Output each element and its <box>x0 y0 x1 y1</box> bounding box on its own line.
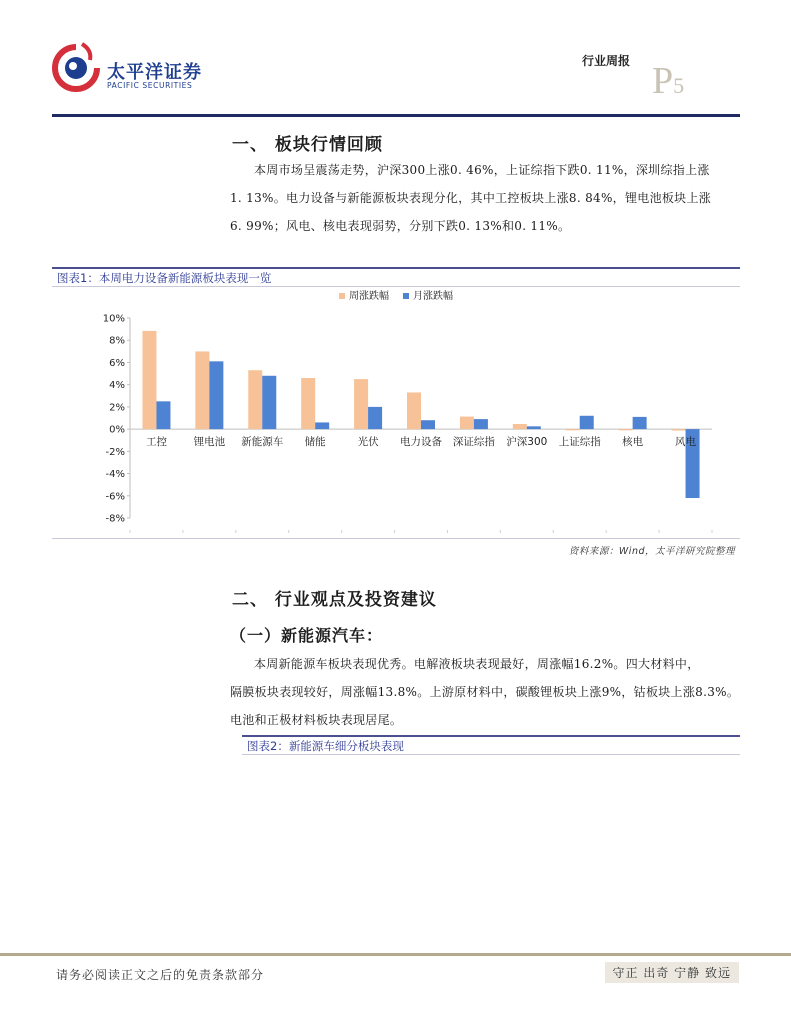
weekly-change-bar <box>195 351 209 429</box>
chart-bottom-rule <box>52 538 740 539</box>
x-category-label: 电力设备 <box>400 436 442 449</box>
x-category-label: 核电 <box>622 436 644 449</box>
x-category-label: 锂电池 <box>193 436 226 449</box>
x-category-label: 储能 <box>304 436 326 449</box>
monthly-change-bar <box>421 420 435 429</box>
page-number <box>652 62 684 105</box>
paragraph-line: 隔膜板块表现较好，周涨幅13.8%。上游原材料中，碳酸锂板块上涨9%，钴板块上涨8.3%。 <box>230 685 740 699</box>
monthly-change-bar <box>580 416 594 429</box>
section2-paragraph <box>230 650 739 734</box>
company-logo-icon <box>52 40 102 96</box>
y-tick-label: 2% <box>109 402 125 414</box>
chart-source: 资料来源：Wind，太平洋研究院整理 <box>568 546 735 557</box>
weekly-change-bar <box>354 379 368 429</box>
company-name-en: PACIFIC SECURITIES <box>107 81 193 90</box>
section2-subtitle: （一）新能源汽车： <box>230 626 384 645</box>
monthly-change-bar <box>156 401 170 429</box>
y-tick-label: 0% <box>109 424 125 436</box>
y-tick-label: -8% <box>105 513 125 525</box>
monthly-change-bar <box>262 376 276 429</box>
x-category-label: 光伏 <box>357 436 379 449</box>
weekly-change-bar <box>566 429 580 430</box>
y-tick-label: -4% <box>105 469 125 481</box>
monthly-change-bar <box>315 422 329 429</box>
x-category-label: 风电 <box>675 436 697 449</box>
y-tick-label: -6% <box>105 491 125 503</box>
legend-label: 月涨跌幅 <box>413 291 453 302</box>
section1-title: 一、 板块行情回顾 <box>232 135 383 155</box>
monthly-change-bar <box>527 426 541 429</box>
sector-performance-chart <box>52 288 740 538</box>
monthly-change-bar <box>633 417 647 429</box>
figure2-caption-bar <box>242 735 740 755</box>
y-tick-label: 10% <box>102 313 125 325</box>
weekly-change-bar <box>619 429 633 430</box>
x-category-label: 工控 <box>145 436 167 449</box>
figure1-label: 图表1：本周电力设备新能源板块表现一览 <box>57 271 272 285</box>
page-digit: 5 <box>673 73 685 98</box>
paragraph-line: 本周市场呈震荡走势，沪深300上涨0. 46%，上证综指下跌0. 11%，深圳综指上涨 <box>254 163 710 177</box>
company-logo <box>52 40 222 96</box>
footer-motto: 守正 出奇 宁静 致远 <box>605 962 739 983</box>
header-rule <box>52 114 740 117</box>
section1-paragraph <box>230 156 711 240</box>
weekly-change-bar <box>142 331 156 429</box>
paragraph-line: 电池和正极材料板块表现居尾。 <box>230 713 403 727</box>
section2-title: 二、 行业观点及投资建议 <box>232 590 437 610</box>
y-tick-label: 4% <box>109 380 125 392</box>
x-category-label: 深证综指 <box>452 436 495 449</box>
weekly-change-bar <box>513 424 527 429</box>
legend-label: 周涨跌幅 <box>349 291 389 302</box>
weekly-change-bar <box>407 392 421 429</box>
monthly-change-bar <box>209 361 223 429</box>
weekly-change-bar <box>301 378 315 429</box>
footer-rule <box>0 953 791 956</box>
y-tick-label: 6% <box>109 357 125 369</box>
figure2-label: 图表2：新能源车细分板块表现 <box>247 739 404 753</box>
monthly-change-bar <box>368 407 382 429</box>
paragraph-line: 本周新能源车板块表现优秀。电解液板块表现最好，周涨幅16.2%。四大材料中， <box>254 657 700 671</box>
paragraph-line: 1. 13%。电力设备与新能源板块表现分化，其中工控板块上涨8. 84%，锂电池板块上涨 <box>230 191 712 205</box>
weekly-change-bar <box>672 429 686 430</box>
footer-disclaimer: 请务必阅读正文之后的免责条款部分 <box>56 968 265 982</box>
weekly-change-bar <box>248 370 262 429</box>
page-letter: P <box>652 60 674 102</box>
x-category-label: 沪深300 <box>506 436 548 449</box>
report-type: 行业周报 <box>582 54 631 68</box>
monthly-change-bar <box>474 419 488 429</box>
legend-swatch <box>403 293 409 299</box>
paragraph-line: 6. 99%；风电、核电表现弱势，分别下跌0. 13%和0. 11%。 <box>230 219 571 233</box>
legend-swatch <box>339 293 345 299</box>
company-name-cn: 太平洋证券 <box>107 62 202 83</box>
x-category-label: 上证综指 <box>558 436 601 449</box>
y-tick-label: 8% <box>109 335 125 347</box>
y-tick-label: -2% <box>105 446 125 458</box>
x-category-label: 新能源车 <box>241 436 284 449</box>
weekly-change-bar <box>460 417 474 430</box>
figure1-caption-bar <box>52 267 740 287</box>
